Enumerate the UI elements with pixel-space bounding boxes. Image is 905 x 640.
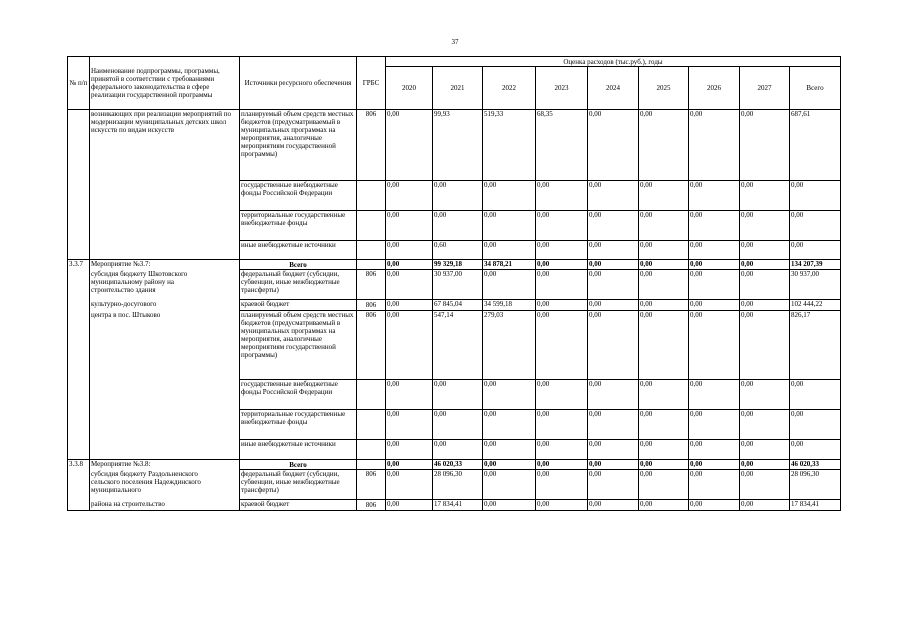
cell-value: 0,00	[536, 500, 588, 511]
cell-source: федеральный бюджет (субсидии, субвенции, иные межбюджетные трансферты)	[240, 470, 357, 500]
cell-source: государственные внебюджетные фонды Российской Федерации	[240, 380, 357, 410]
cell-value: 0,00	[386, 410, 433, 440]
cell-value: 0,00	[588, 241, 639, 260]
cell-name-line: Мероприятие №3.7:	[90, 260, 240, 270]
cell-source: территориальные государственные внебюджетные фонды	[240, 410, 357, 440]
cell-name-line: культурно-досугового	[90, 300, 240, 311]
cell-value: 0,00	[689, 300, 740, 311]
cell-value: 547,14	[433, 311, 483, 380]
cell-value: 0,00	[790, 211, 841, 241]
cell-value: 28 096,30	[790, 470, 841, 500]
cell-value: 0,00	[740, 440, 790, 460]
header-year-total: Всего	[790, 67, 841, 110]
cell-value: 0,00	[639, 260, 689, 270]
cell-value: 0,00	[689, 440, 740, 460]
cell-value: 0,00	[639, 181, 689, 211]
cell-value: 0,00	[433, 440, 483, 460]
cell-value: 0,00	[588, 300, 639, 311]
cell-value: 0,00	[689, 311, 740, 380]
table-row-total	[68, 260, 841, 270]
cell-value: 0,00	[689, 380, 740, 410]
header-year: 2027	[740, 67, 790, 110]
cell-name-line: сельского поселения Надеждинского	[91, 477, 201, 486]
cell-value: 30 937,00	[433, 270, 483, 300]
cell-grbs	[357, 380, 386, 410]
cell-source: краевой бюджет	[240, 300, 357, 311]
cell-grbs	[357, 460, 386, 470]
cell-value: 0,00	[536, 270, 588, 300]
cell-grbs	[357, 440, 386, 460]
cell-value: 0,00	[536, 300, 588, 311]
cell-name	[90, 470, 240, 500]
cell-name-line: Мероприятие №3.8:	[90, 460, 240, 470]
cell-value: 0,00	[588, 440, 639, 460]
cell-value: 46 020,33	[433, 460, 483, 470]
cell-value: 0,00	[483, 241, 536, 260]
cell-value: 0,00	[689, 470, 740, 500]
cell-grbs: 806	[357, 270, 386, 300]
cell-value: 99 329,18	[433, 260, 483, 270]
cell-value: 0,00	[588, 470, 639, 500]
cell-grbs	[357, 260, 386, 270]
cell-value: 0,00	[689, 260, 740, 270]
header-year: 2020	[386, 67, 433, 110]
cell-value: 0,00	[483, 410, 536, 440]
cell-value: 0,00	[386, 460, 433, 470]
cell-value: 0,00	[639, 311, 689, 380]
cell-value: 28 096,30	[433, 470, 483, 500]
cell-name: возникающих при реализации мероприятий по модернизации муниципальных детских школ искусств по видам искусств	[90, 110, 240, 260]
cell-name-line: района на строительство	[90, 500, 240, 511]
cell-num: 3.3.7	[68, 260, 90, 460]
cell-value: 0,00	[536, 410, 588, 440]
cell-value: 0,00	[433, 380, 483, 410]
cell-value: 0,00	[483, 211, 536, 241]
cell-value: 0,00	[689, 500, 740, 511]
cell-source: планируемый объем средств местных бюджетов (предусматриваемый в муниципальных программах на мероприятия, аналогичные мероприятиям государственной программы)	[240, 311, 357, 380]
cell-value: 0,00	[639, 470, 689, 500]
header-estimate: Оценка расходов (тыс.руб.), годы	[386, 57, 841, 67]
cell-value: 0,00	[386, 181, 433, 211]
cell-grbs	[357, 181, 386, 211]
cell-source: планируемый объем средств местных бюджетов (предусматриваемый в муниципальных программах на мероприятия, аналогичные мероприятиям государственной программы)	[240, 110, 357, 181]
cell-value: 0,00	[689, 211, 740, 241]
cell-value: 0,00	[588, 410, 639, 440]
cell-grbs: 806	[357, 500, 386, 511]
page-number: 37	[451, 38, 459, 46]
cell-value: 0,00	[740, 181, 790, 211]
cell-value: 0,60	[433, 241, 483, 260]
cell-value: 0,00	[386, 470, 433, 500]
cell-value: 0,00	[639, 410, 689, 440]
cell-value: 0,00	[483, 440, 536, 460]
cell-value: 0,00	[639, 110, 689, 181]
cell-grbs: 806	[357, 110, 386, 181]
cell-source: иные внебюджетные источники	[240, 440, 357, 460]
cell-value: 0,00	[689, 241, 740, 260]
cell-value: 0,00	[740, 470, 790, 500]
cell-value: 0,00	[588, 110, 639, 181]
cell-value: 0,00	[740, 110, 790, 181]
header-grbs: ГРБС	[357, 57, 386, 110]
cell-value: 0,00	[790, 380, 841, 410]
cell-value: 0,00	[483, 380, 536, 410]
cell-grbs	[357, 241, 386, 260]
cell-value: 0,00	[790, 440, 841, 460]
cell-value: 0,00	[790, 181, 841, 211]
cell-value: 0,00	[639, 270, 689, 300]
cell-value: 0,00	[536, 311, 588, 380]
cell-value: 30 937,00	[790, 270, 841, 300]
cell-value: 0,00	[740, 410, 790, 440]
cell-value: 0,00	[740, 500, 790, 511]
table-row	[68, 311, 841, 380]
cell-name-line: строительство здания	[91, 285, 156, 294]
cell-value: 0,00	[588, 311, 639, 380]
cell-name-line: муниципальному району на	[91, 277, 175, 286]
header-year: 2021	[433, 67, 483, 110]
cell-value: 0,00	[536, 241, 588, 260]
cell-grbs: 806	[357, 311, 386, 380]
cell-source-total: Всего	[240, 260, 357, 270]
cell-value: 0,00	[689, 110, 740, 181]
table-row	[68, 500, 841, 511]
cell-name	[90, 270, 240, 300]
cell-value: 0,00	[483, 470, 536, 500]
cell-value: 0,00	[790, 241, 841, 260]
cell-value: 826,17	[790, 311, 841, 380]
cell-value: 67 845,04	[433, 300, 483, 311]
cell-value: 0,00	[386, 500, 433, 511]
cell-value: 17 834,41	[433, 500, 483, 511]
cell-grbs: 806	[357, 470, 386, 500]
table-row	[68, 300, 841, 311]
cell-value: 0,00	[536, 260, 588, 270]
cell-source: федеральный бюджет (субсидии, субвенции, иные межбюджетные трансферты)	[240, 270, 357, 300]
cell-value: 34 599,18	[483, 300, 536, 311]
cell-value: 0,00	[433, 410, 483, 440]
cell-value: 102 444,22	[790, 300, 841, 311]
cell-value: 0,00	[588, 211, 639, 241]
cell-value: 0,00	[386, 270, 433, 300]
cell-value: 68,35	[536, 110, 588, 181]
cell-value: 134 207,39	[790, 260, 841, 270]
cell-value: 0,00	[588, 380, 639, 410]
cell-grbs	[357, 410, 386, 440]
cell-value: 0,00	[639, 241, 689, 260]
cell-value: 0,00	[689, 270, 740, 300]
cell-grbs: 806	[357, 300, 386, 311]
cell-value: 0,00	[536, 440, 588, 460]
cell-value: 0,00	[689, 410, 740, 440]
cell-value: 0,00	[386, 110, 433, 181]
cell-value: 0,00	[740, 300, 790, 311]
header-year: 2022	[483, 67, 536, 110]
cell-source: краевой бюджет	[240, 500, 357, 511]
header-year: 2025	[639, 67, 689, 110]
cell-name-line: субсидия бюджету Шкотовского	[91, 269, 188, 278]
cell-name-line: субсидия бюджету Раздольненского	[91, 469, 198, 478]
cell-value: 0,00	[740, 260, 790, 270]
header-year: 2024	[588, 67, 639, 110]
cell-value: 0,00	[386, 241, 433, 260]
cell-source: территориальные государственные внебюджетные фонды	[240, 211, 357, 241]
cell-num	[68, 110, 90, 260]
cell-value: 0,00	[386, 380, 433, 410]
header-year: 2026	[689, 67, 740, 110]
cell-value: 0,00	[433, 211, 483, 241]
cell-value: 0,00	[740, 211, 790, 241]
cell-value: 0,00	[689, 460, 740, 470]
cell-value: 34 878,21	[483, 260, 536, 270]
table-row	[68, 470, 841, 500]
expenses-table	[67, 56, 841, 511]
cell-value: 0,00	[639, 440, 689, 460]
cell-value: 0,00	[483, 460, 536, 470]
cell-value: 0,00	[740, 241, 790, 260]
cell-value: 0,00	[386, 440, 433, 460]
cell-source: иные внебюджетные источники	[240, 241, 357, 260]
cell-value: 0,00	[639, 380, 689, 410]
table-row-total	[68, 460, 841, 470]
cell-value: 0,00	[483, 181, 536, 211]
cell-value: 0,00	[740, 460, 790, 470]
cell-value: 0,00	[740, 311, 790, 380]
cell-value: 0,00	[639, 460, 689, 470]
cell-value: 0,00	[588, 181, 639, 211]
cell-value: 99,93	[433, 110, 483, 181]
cell-value: 519,33	[483, 110, 536, 181]
cell-value: 46 020,33	[790, 460, 841, 470]
cell-value: 0,00	[740, 270, 790, 300]
cell-value: 0,00	[536, 380, 588, 410]
cell-source: государственные внебюджетные фонды Российской Федерации	[240, 181, 357, 211]
cell-value: 0,00	[483, 270, 536, 300]
cell-name-line: муниципального	[91, 485, 141, 494]
header-sources: Источники ресурсного обеспечения	[240, 57, 357, 110]
cell-value: 0,00	[433, 181, 483, 211]
cell-value: 0,00	[639, 500, 689, 511]
cell-grbs	[357, 211, 386, 241]
cell-value: 0,00	[639, 300, 689, 311]
cell-value: 0,00	[689, 181, 740, 211]
cell-value: 0,00	[588, 460, 639, 470]
cell-source-total: Всего	[240, 460, 357, 470]
cell-value: 0,00	[536, 211, 588, 241]
cell-value: 0,00	[386, 211, 433, 241]
cell-value: 0,00	[536, 470, 588, 500]
cell-value: 0,00	[386, 260, 433, 270]
cell-name-line: центра в пос. Штыково	[90, 311, 240, 460]
table-row	[68, 110, 841, 181]
cell-value: 0,00	[536, 181, 588, 211]
cell-value: 0,00	[639, 211, 689, 241]
cell-value: 0,00	[790, 410, 841, 440]
cell-value: 279,03	[483, 311, 536, 380]
cell-value: 687,61	[790, 110, 841, 181]
header-year: 2023	[536, 67, 588, 110]
cell-value: 0,00	[740, 380, 790, 410]
cell-value: 0,00	[386, 300, 433, 311]
header-name: Наименование подпрограммы, программы, принятой в соответствии с требованиями федерального законодательства в сфере реализации государственной программы	[90, 57, 240, 110]
cell-value: 0,00	[536, 460, 588, 470]
cell-value: 0,00	[588, 270, 639, 300]
cell-num: 3.3.8	[68, 460, 90, 511]
cell-value: 0,00	[588, 500, 639, 511]
cell-value: 0,00	[483, 500, 536, 511]
cell-value: 17 834,41	[790, 500, 841, 511]
header-num: № п/п	[68, 57, 90, 110]
cell-value: 0,00	[588, 260, 639, 270]
table-row	[68, 270, 841, 300]
cell-value: 0,00	[386, 311, 433, 380]
